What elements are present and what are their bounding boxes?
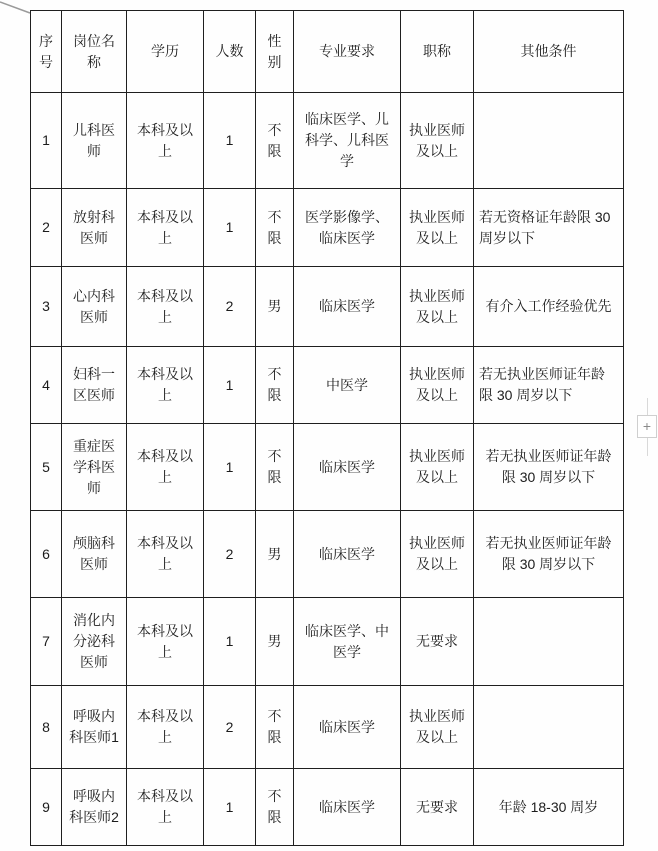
cell-other: 年龄 18-30 周岁 bbox=[474, 769, 624, 846]
header-other: 其他条件 bbox=[474, 11, 624, 93]
header-position: 岗位名称 bbox=[62, 11, 127, 93]
cell-gender: 不限 bbox=[256, 769, 294, 846]
cell-title: 执业医师及以上 bbox=[401, 347, 474, 424]
cell-title: 执业医师及以上 bbox=[401, 686, 474, 769]
add-handle-button[interactable]: + bbox=[637, 415, 657, 438]
cell-education: 本科及以上 bbox=[127, 686, 204, 769]
cell-major: 中医学 bbox=[294, 347, 401, 424]
cell-position: 妇科一区医师 bbox=[62, 347, 127, 424]
cell-gender: 不限 bbox=[256, 93, 294, 189]
cell-major: 临床医学 bbox=[294, 424, 401, 511]
cell-gender: 男 bbox=[256, 598, 294, 686]
cell-education: 本科及以上 bbox=[127, 511, 204, 598]
header-title: 职称 bbox=[401, 11, 474, 93]
cell-education: 本科及以上 bbox=[127, 93, 204, 189]
cell-count: 1 bbox=[204, 347, 256, 424]
header-count: 人数 bbox=[204, 11, 256, 93]
cell-gender: 不限 bbox=[256, 189, 294, 267]
cell-gender: 不限 bbox=[256, 347, 294, 424]
header-gender: 性别 bbox=[256, 11, 294, 93]
cell-major: 临床医学 bbox=[294, 267, 401, 347]
cell-position: 心内科医师 bbox=[62, 267, 127, 347]
cell-serial: 1 bbox=[31, 93, 62, 189]
cell-education: 本科及以上 bbox=[127, 347, 204, 424]
cell-serial: 5 bbox=[31, 424, 62, 511]
cell-count: 2 bbox=[204, 511, 256, 598]
table-row bbox=[31, 769, 624, 846]
cell-title: 执业医师及以上 bbox=[401, 189, 474, 267]
cell-other bbox=[474, 686, 624, 769]
cell-title: 执业医师及以上 bbox=[401, 424, 474, 511]
cell-title: 执业医师及以上 bbox=[401, 511, 474, 598]
cell-education: 本科及以上 bbox=[127, 267, 204, 347]
table-row bbox=[31, 267, 624, 347]
cell-major: 临床医学、儿科学、儿科医学 bbox=[294, 93, 401, 189]
cell-title: 执业医师及以上 bbox=[401, 93, 474, 189]
recruitment-table bbox=[30, 10, 624, 846]
cell-position: 儿科医师 bbox=[62, 93, 127, 189]
cell-other: 若无执业医师证年龄限 30 周岁以下 bbox=[474, 511, 624, 598]
cell-other: 若无资格证年龄限 30 周岁以下 bbox=[474, 189, 624, 267]
cell-education: 本科及以上 bbox=[127, 598, 204, 686]
cell-serial: 6 bbox=[31, 511, 62, 598]
cell-count: 1 bbox=[204, 93, 256, 189]
cell-count: 1 bbox=[204, 769, 256, 846]
corner-stroke-artifact bbox=[0, 0, 34, 16]
table-row bbox=[31, 347, 624, 424]
table-row bbox=[31, 511, 624, 598]
cell-other bbox=[474, 598, 624, 686]
cell-serial: 8 bbox=[31, 686, 62, 769]
cell-other: 若无执业医师证年龄限 30 周岁以下 bbox=[474, 347, 624, 424]
cell-count: 1 bbox=[204, 189, 256, 267]
cell-title: 无要求 bbox=[401, 769, 474, 846]
cell-position: 呼吸内科医师1 bbox=[62, 686, 127, 769]
cell-major: 临床医学、中医学 bbox=[294, 598, 401, 686]
cell-count: 2 bbox=[204, 267, 256, 347]
cell-serial: 2 bbox=[31, 189, 62, 267]
cell-position: 消化内分泌科医师 bbox=[62, 598, 127, 686]
table-row bbox=[31, 93, 624, 189]
cell-gender: 男 bbox=[256, 511, 294, 598]
cell-gender: 男 bbox=[256, 267, 294, 347]
cell-education: 本科及以上 bbox=[127, 424, 204, 511]
cell-serial: 4 bbox=[31, 347, 62, 424]
cell-serial: 3 bbox=[31, 267, 62, 347]
cell-position: 呼吸内科医师2 bbox=[62, 769, 127, 846]
cell-major: 临床医学 bbox=[294, 511, 401, 598]
cell-gender: 不限 bbox=[256, 424, 294, 511]
cell-position: 颅脑科医师 bbox=[62, 511, 127, 598]
header-education: 学历 bbox=[127, 11, 204, 93]
cell-count: 2 bbox=[204, 686, 256, 769]
cell-count: 1 bbox=[204, 424, 256, 511]
header-major: 专业要求 bbox=[294, 11, 401, 93]
table-row bbox=[31, 189, 624, 267]
cell-title: 执业医师及以上 bbox=[401, 267, 474, 347]
cell-other: 有介入工作经验优先 bbox=[474, 267, 624, 347]
header-serial: 序号 bbox=[31, 11, 62, 93]
cell-serial: 7 bbox=[31, 598, 62, 686]
cell-major: 医学影像学、临床医学 bbox=[294, 189, 401, 267]
cell-serial: 9 bbox=[31, 769, 62, 846]
table-header-row bbox=[31, 11, 624, 93]
cell-title: 无要求 bbox=[401, 598, 474, 686]
cell-position: 放射科医师 bbox=[62, 189, 127, 267]
cell-major: 临床医学 bbox=[294, 769, 401, 846]
cell-education: 本科及以上 bbox=[127, 769, 204, 846]
cell-other bbox=[474, 93, 624, 189]
cell-position: 重症医学科医师 bbox=[62, 424, 127, 511]
cell-other: 若无执业医师证年龄限 30 周岁以下 bbox=[474, 424, 624, 511]
cell-count: 1 bbox=[204, 598, 256, 686]
cell-education: 本科及以上 bbox=[127, 189, 204, 267]
table-row bbox=[31, 686, 624, 769]
table-row bbox=[31, 424, 624, 511]
cell-major: 临床医学 bbox=[294, 686, 401, 769]
table-row bbox=[31, 598, 624, 686]
cell-gender: 不限 bbox=[256, 686, 294, 769]
